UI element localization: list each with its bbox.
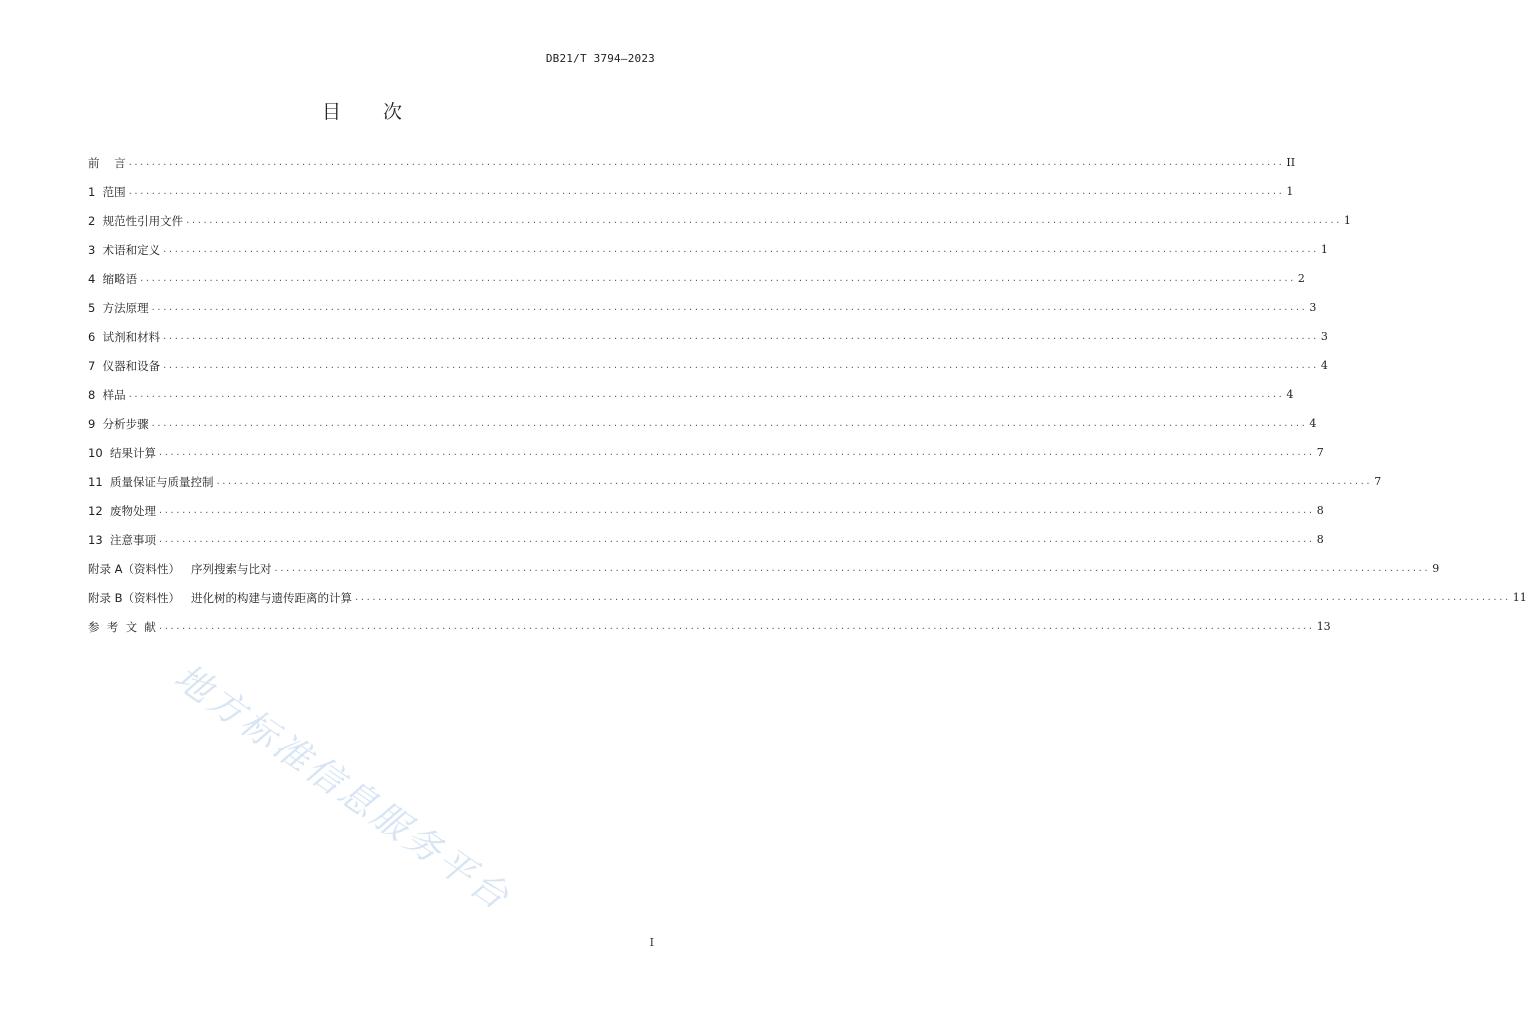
- toc-entry-scope[interactable]: [88, 172, 1294, 201]
- toc-entry-label: 7 仪器和设备: [88, 359, 161, 373]
- toc-leader-dots: ........................................................................................................................................................................................................: [274, 563, 1431, 574]
- toc-entry-page: 4: [1309, 417, 1317, 430]
- toc-entry-foreword[interactable]: [88, 143, 1296, 172]
- toc-entry-normative-references[interactable]: [88, 201, 1351, 230]
- document-code: DB21/T 3794—2023: [545, 52, 655, 65]
- toc-entry-abbreviations[interactable]: [88, 259, 1305, 288]
- toc-entry-page: 9: [1432, 562, 1440, 575]
- toc-entry-label: 11 质量保证与质量控制: [88, 475, 214, 489]
- toc-entry-page: 1: [1343, 214, 1351, 227]
- toc-entry-terms[interactable]: [88, 230, 1328, 259]
- toc-entry-page: II: [1286, 156, 1296, 169]
- toc-entry-quality[interactable]: [88, 462, 1382, 491]
- toc-entry-label: 参 考 文 献: [88, 620, 156, 634]
- toc-leader-dots: ........................................................................................................................................................................................................: [163, 331, 1319, 342]
- toc-entry-page: 8: [1316, 504, 1324, 517]
- toc-leader-dots: ........................................................................................................................................................................................................: [158, 447, 1315, 458]
- toc-entry-calculation[interactable]: [88, 433, 1324, 462]
- toc-entry-label: 4 缩略语: [88, 272, 138, 286]
- toc-entry-page: 7: [1374, 475, 1382, 488]
- toc-leader-dots: ........................................................................................................................................................................................................: [355, 592, 1511, 603]
- page-number: I: [649, 936, 654, 949]
- toc-leader-dots: ........................................................................................................................................................................................................: [128, 157, 1285, 168]
- table-of-contents: [88, 143, 1527, 636]
- toc-entry-notes[interactable]: [88, 520, 1324, 549]
- toc-entry-label: 5 方法原理: [88, 301, 149, 315]
- toc-entry-label: 12 废物处理: [88, 504, 156, 518]
- toc-entry-page: 1: [1320, 243, 1328, 256]
- toc-entry-procedure[interactable]: [88, 404, 1317, 433]
- watermark-text: 地方标准信息服务平台: [166, 656, 519, 920]
- toc-entry-label: 3 术语和定义: [88, 243, 161, 257]
- toc-leader-dots: ........................................................................................................................................................................................................: [158, 621, 1315, 632]
- toc-leader-dots: ........................................................................................................................................................................................................: [216, 476, 1373, 487]
- toc-entry-label: 附录 B（资料性） 进化树的构建与遗传距离的计算: [88, 591, 353, 605]
- toc-entry-label: 1 范围: [88, 185, 126, 199]
- toc-entry-label: 13 注意事项: [88, 533, 156, 547]
- toc-entry-label: 附录 A（资料性） 序列搜索与比对: [88, 562, 272, 576]
- toc-entry-label: 9 分析步骤: [88, 417, 149, 431]
- toc-entry-principle[interactable]: [88, 288, 1317, 317]
- toc-leader-dots: ........................................................................................................................................................................................................: [151, 302, 1308, 313]
- page-title: 目 次: [321, 101, 421, 123]
- toc-entry-page: 1: [1286, 185, 1294, 198]
- toc-leader-dots: ........................................................................................................................................................................................................: [163, 244, 1319, 255]
- toc-entry-label: 2 规范性引用文件: [88, 214, 184, 228]
- toc-entry-label: 前 言: [88, 156, 126, 170]
- toc-entry-page: 3: [1320, 330, 1328, 343]
- toc-entry-page: 4: [1320, 359, 1328, 372]
- toc-entry-label: 8 样品: [88, 388, 126, 402]
- toc-entry-bibliography[interactable]: [88, 607, 1331, 636]
- toc-entry-page: 13: [1316, 620, 1331, 633]
- toc-entry-samples[interactable]: [88, 375, 1294, 404]
- toc-leader-dots: ........................................................................................................................................................................................................: [163, 360, 1319, 371]
- toc-leader-dots: ........................................................................................................................................................................................................: [128, 186, 1285, 197]
- toc-leader-dots: ........................................................................................................................................................................................................: [158, 505, 1315, 516]
- toc-entry-reagents[interactable]: [88, 317, 1328, 346]
- toc-leader-dots: ........................................................................................................................................................................................................: [140, 273, 1296, 284]
- toc-entry-page: 2: [1297, 272, 1305, 285]
- toc-entry-label: 6 试剂和材料: [88, 330, 161, 344]
- toc-entry-appendix-a[interactable]: [88, 549, 1440, 578]
- toc-leader-dots: ........................................................................................................................................................................................................: [151, 418, 1308, 429]
- toc-entry-page: 8: [1316, 533, 1324, 546]
- toc-leader-dots: ........................................................................................................................................................................................................: [186, 215, 1342, 226]
- toc-entry-page: 7: [1316, 446, 1324, 459]
- toc-entry-page: 11: [1512, 591, 1527, 604]
- toc-entry-waste[interactable]: [88, 491, 1324, 520]
- toc-entry-page: 3: [1309, 301, 1317, 314]
- toc-entry-instruments[interactable]: [88, 346, 1328, 375]
- toc-leader-dots: ........................................................................................................................................................................................................: [128, 389, 1285, 400]
- toc-entry-page: 4: [1286, 388, 1294, 401]
- toc-entry-appendix-b[interactable]: [88, 578, 1527, 607]
- toc-leader-dots: ........................................................................................................................................................................................................: [158, 534, 1315, 545]
- toc-entry-label: 10 结果计算: [88, 446, 156, 460]
